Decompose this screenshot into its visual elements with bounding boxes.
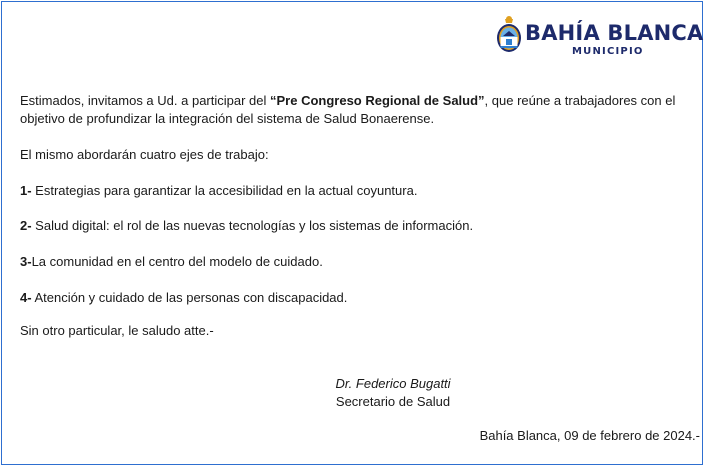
letter-date: Bahía Blanca, 09 de febrero de 2024.- xyxy=(479,428,700,443)
logo-title: BAHÍA BLANCA xyxy=(525,21,704,45)
intro-text-end: , que reúne a trabajadores con el xyxy=(484,93,676,108)
axis-item xyxy=(20,217,473,235)
axis-number: 4- xyxy=(20,290,32,305)
intro-line-2: objetivo de profundizar la integración del sistema de Salud Bonaerense. xyxy=(20,111,435,126)
axis-number: 2- xyxy=(20,218,32,233)
logo-subtitle: MUNICIPIO xyxy=(572,46,644,57)
axis-item xyxy=(20,182,417,200)
axis-text: La comunidad en el centro del modelo de cuidado. xyxy=(31,254,323,269)
axis-number: 1- xyxy=(20,183,32,198)
axis-text: Salud digital: el rol de las nuevas tecnologías y los sistemas de información. xyxy=(31,218,474,233)
coat-of-arms-icon xyxy=(496,15,522,55)
congress-name: “Pre Congreso Regional de Salud” xyxy=(270,93,485,108)
axis-item xyxy=(20,253,323,271)
municipality-logo xyxy=(496,15,704,61)
intro-paragraph xyxy=(20,92,675,110)
axis-text: Atención y cuidado de las personas con discapacidad. xyxy=(31,290,348,305)
axes-intro: El mismo abordarán cuatro ejes de trabajo: xyxy=(20,147,269,162)
intro-text: Estimados, invitamos a Ud. a participar del xyxy=(20,93,270,108)
axis-number: 3- xyxy=(20,254,32,269)
closing-line: Sin otro particular, le saludo atte.- xyxy=(20,323,214,338)
axis-item xyxy=(20,289,347,307)
signer-name: Dr. Federico Bugatti xyxy=(335,376,451,391)
axis-text: Estrategias para garantizar la accesibilidad en la actual coyuntura. xyxy=(31,183,418,198)
signer-title: Secretario de Salud xyxy=(335,394,451,409)
